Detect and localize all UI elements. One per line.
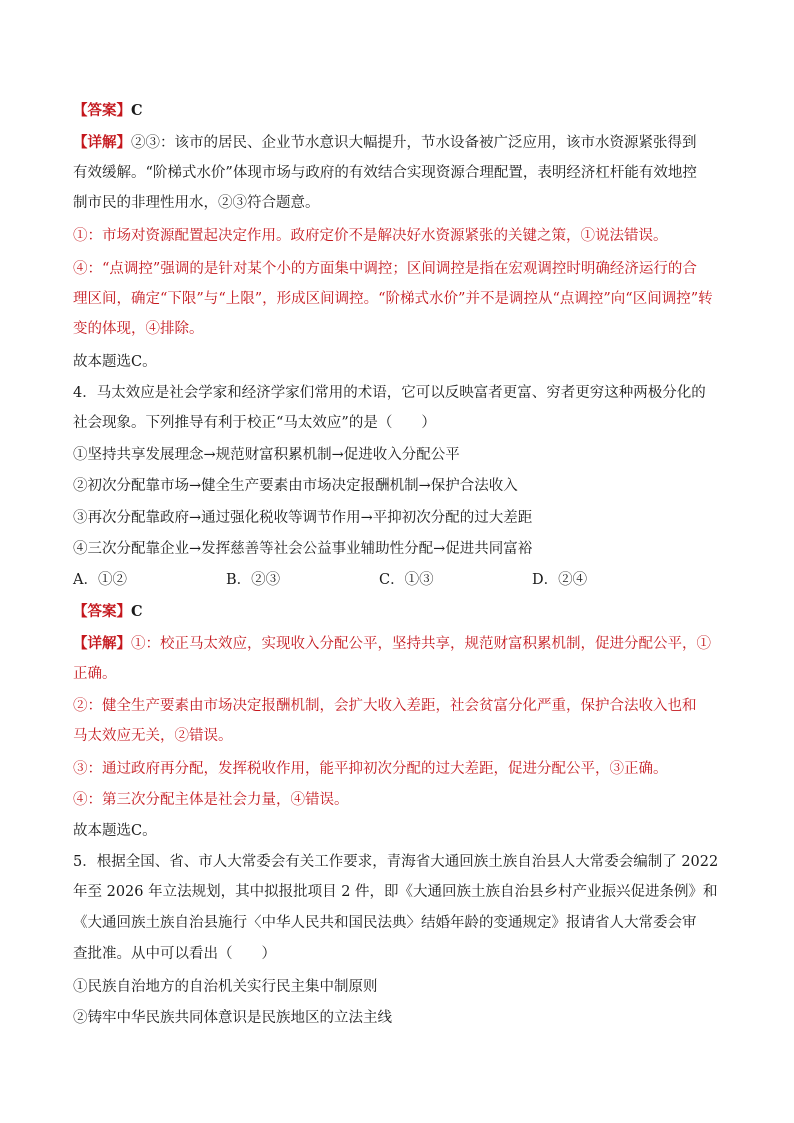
option-c: C．①③: [379, 572, 434, 588]
q3-detail-line-3: 制市民的非理性用水，②③符合题意。: [73, 195, 320, 211]
q5-item-2: ②铸牢中华民族共同体意识是民族地区的立法主线: [73, 1010, 392, 1026]
q3-detail-line-2: 有效缓解。“阶梯式水价”体现市场与政府的有效结合实现资源合理配置，表明经济杠杆能有效地控: [73, 165, 697, 181]
q3-detail-red-1: ①：市场对资源配置起决定作用。政府定价不是解决好水资源紧张的关键之策，①说法错误。: [73, 228, 668, 244]
option-a: A．①②: [73, 572, 127, 588]
q3-detail-red-3: 理区间，确定“下限”与“上限”，形成区间调控。“阶梯式水价”并不是调控从“点调控”向“区间调控”转: [73, 291, 713, 307]
q4-detail-line-1: [73, 634, 723, 654]
answer-bracket: 【答案】: [73, 102, 131, 119]
q4-detail-line-5: ③：通过政府再分配，发挥税收作用，能平抑初次分配的过大差距，促进分配公平，③正确。: [73, 761, 668, 777]
q5-stem-1: 5．根据全国、省、市人大常委会有关工作要求，青海省大通回族土族自治县人大常委会编制了 2022: [73, 854, 719, 870]
q3-detail-red-4: 变的体现，④排除。: [73, 321, 204, 337]
q4-item-1: ①坚持共享发展理念→规范财富积累机制→促进收入分配公平: [73, 447, 460, 463]
q4-item-2: ②初次分配靠市场→健全生产要素由市场决定报酬机制→保护合法收入: [73, 478, 518, 494]
detail-bracket: 【详解】: [73, 134, 131, 151]
q5-item-1: ①民族自治地方的自治机关实行民主集中制原则: [73, 979, 378, 995]
q4-conclusion: 故本题选C。: [73, 823, 157, 839]
q4-detail-line-2: 正确。: [73, 666, 117, 682]
q3-detail-line-1: [73, 133, 723, 153]
q4-item-3: ③再次分配靠政府→通过强化税收等调节作用→平抑初次分配的过大差距: [73, 510, 533, 526]
detail-text: ①：校正马太效应，实现收入分配公平，坚持共享，规范财富积累机制，促进分配公平，①: [131, 636, 711, 652]
answer-value: C: [131, 603, 143, 620]
q3-detail-red-2: ④：“点调控”强调的是针对某个小的方面集中调控；区间调控是指在宏观调控时明确经济运行的合: [73, 261, 697, 277]
q4-detail-line-6: ④：第三次分配主体是社会力量，④错误。: [73, 792, 349, 808]
q5-stem-4: 查批准。从中可以看出（ ）: [73, 946, 276, 962]
option-d: D．②④: [532, 572, 588, 588]
q4-answer: [73, 602, 723, 622]
q4-stem-2: 社会现象。下列推导有利于校正“马太效应”的是（ ）: [73, 415, 436, 431]
q3-answer: [73, 101, 723, 121]
option-b: B．②③: [226, 572, 281, 588]
detail-text: ②③：该市的居民、企业节水意识大幅提升，节水设备被广泛应用，该市水资源紧张得到: [131, 135, 697, 151]
detail-bracket: 【详解】: [73, 635, 131, 652]
answer-bracket: 【答案】: [73, 603, 131, 620]
q3-conclusion: 故本题选C。: [73, 354, 157, 370]
q5-stem-2: 年至 2026 年立法规划，其中拟报批项目 2 件，即《大通回族土族自治县乡村产业振兴促进条例》和: [73, 884, 718, 900]
q4-options: [73, 570, 723, 590]
q4-detail-line-4: 马太效应无关，②错误。: [73, 728, 233, 744]
q4-detail-line-3: ②：健全生产要素由市场决定报酬机制，会扩大收入差距，社会贫富分化严重，保护合法收入也和: [73, 698, 697, 714]
q4-item-4: ④三次分配靠企业→发挥慈善等社会公益事业辅助性分配→促进共同富裕: [73, 541, 533, 557]
q4-stem-1: 4．马太效应是社会学家和经济学家们常用的术语，它可以反映富者更富、穷者更穷这种两极分化的: [73, 385, 706, 401]
q5-stem-3: 《大通回族土族自治县施行〈中华人民共和国民法典〉结婚年龄的变通规定》报请省人大常委会审: [73, 915, 697, 931]
answer-value: C: [131, 102, 143, 119]
